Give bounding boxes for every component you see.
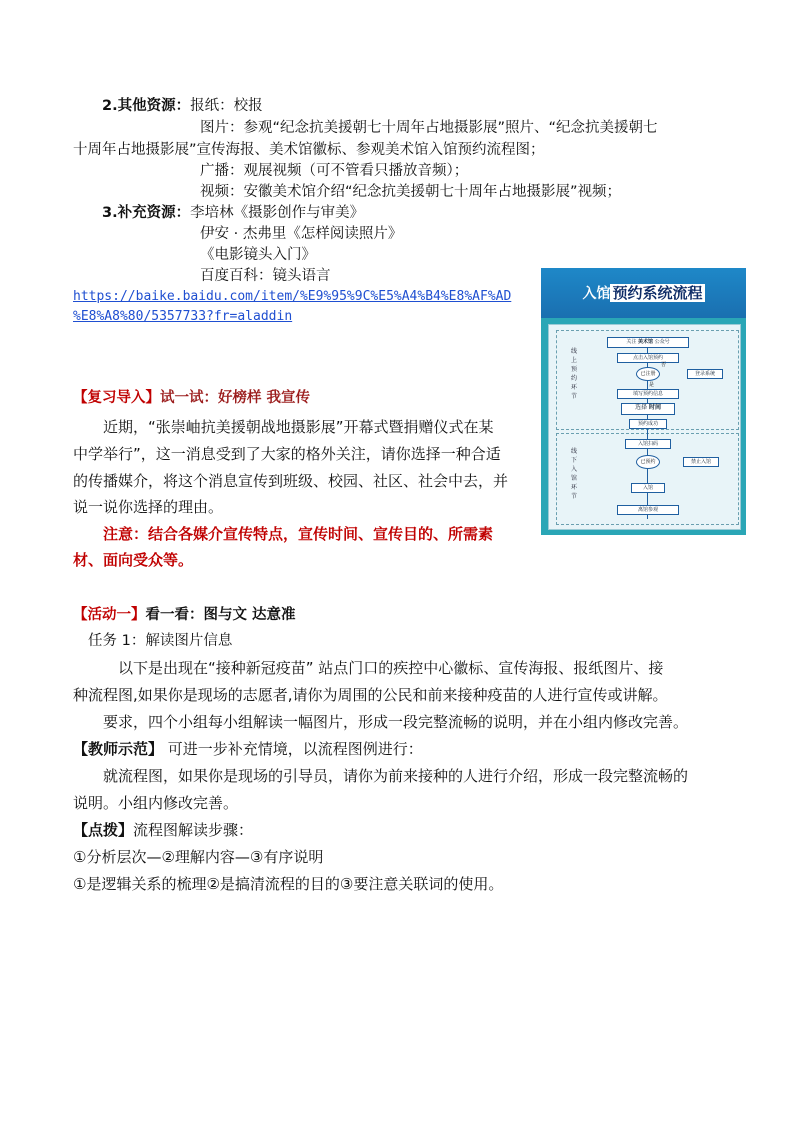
activity-paragraph1-line2: 种流程图,如果你是现场的志愿者,请你为周围的公民和前来接种疫苗的人进行宣传或讲解。	[73, 686, 668, 704]
flowchart-title-a: 入馆	[582, 286, 611, 302]
node-leave: 离馆参观	[617, 505, 679, 515]
review-paragraph-line4: 说一说你选择的理由。	[73, 498, 224, 516]
activity-title: 看一看：图与文 达意准	[145, 607, 296, 623]
baike-link-line2[interactable]: %E8%A8%80/5357733?fr=aladdin	[73, 309, 293, 324]
review-note-line2: 材、面向受众等。	[73, 551, 194, 569]
review-paragraph-line2: 中学举行”，这一消息受到了大家的格外关注，请你选择一种合适	[73, 445, 501, 463]
baike-link-line1[interactable]: https://baike.baidu.com/item/%E9%95%9C%E5%A4%B4%E8%AF%AD	[73, 289, 512, 304]
activity-tag: 【活动一】	[73, 607, 146, 623]
node-fill-info: 填写预约信息	[617, 389, 679, 399]
reading-steps: ①分析层次—②理解内容—③有序说明	[73, 848, 324, 866]
activity-paragraph3-line2: 说明。小组内修改完善。	[73, 794, 239, 812]
video-resource: 视频：安徽美术馆介绍“纪念抗美援朝七十周年占地摄影展”视频；	[200, 184, 622, 200]
decision-reserved: 已预约	[636, 455, 660, 469]
node-follow-c: 公众号	[654, 339, 670, 345]
node-deny-entry: 禁止入馆	[683, 457, 719, 467]
activity-paragraph1-line1: 以下是出现在“接种新冠疫苗” 站点门口的疾控中心徽标、宣传海报、报纸图片、接	[118, 659, 664, 677]
supplementary-item-1: 李培林《摄影创作与审美》	[190, 205, 365, 221]
label-yes-1: 是	[649, 382, 655, 388]
activity-heading	[73, 605, 296, 625]
node-follow-a: 关注	[626, 339, 637, 345]
newspaper-resource: 报纸：校报	[190, 98, 263, 114]
supplementary-item-4: 百度百科：镜头语言	[200, 268, 331, 284]
review-paragraph-line3: 的传播媒介，将这个消息宣传到班级、校园、社区、社会中去，并	[73, 472, 509, 490]
supplementary-item-3: 《电影镜头入门》	[200, 247, 316, 263]
node-reserve-success: 预约成功	[629, 419, 667, 429]
decision-registered: 已注册	[636, 367, 660, 381]
picture-resource-line1: 图片：参观“纪念抗美援朝七十周年占地摄影展”照片、“纪念抗美援朝七	[200, 120, 658, 136]
task1-label: 任务 1：解读图片信息	[88, 633, 233, 649]
node-choose: 选择	[635, 404, 648, 411]
teacher-demo-line	[73, 738, 423, 760]
node-follow-b: 美术馆	[637, 339, 653, 345]
broadcast-resource: 广播：观展视频（可不管看只播放音频）；	[200, 163, 469, 179]
node-time: 时间	[648, 404, 661, 411]
review-paragraph-line1: 近期，“张崇岫抗美援朝战地摄影展”开幕式暨捐赠仪式在某	[103, 418, 494, 436]
node-login: 登录系统	[687, 369, 723, 379]
tip-text: 流程图解读步骤：	[133, 821, 254, 839]
review-title: 试一试：好榜样 我宣传	[160, 390, 311, 406]
teacher-demo-tag: 【教师示范】	[73, 740, 164, 758]
activity-requirement: 要求，四个小组每小组解读一幅图片，形成一段完整流畅的说明，并在小组内修改完善。	[103, 713, 689, 731]
teacher-demo-text: 可进一步补充情境，以流程图例进行：	[167, 740, 423, 758]
review-heading	[73, 388, 310, 408]
node-enter: 入馆	[631, 483, 665, 493]
tip-tag: 【点拨】	[73, 821, 134, 839]
offline-label: 线下入馆环节	[570, 448, 577, 500]
label-no-1: 否	[661, 362, 667, 368]
supplementary-item-2: 伊安 · 杰弗里《怎样阅读照片》	[200, 226, 403, 242]
other-resources-line	[102, 96, 263, 116]
tip-line	[73, 819, 253, 841]
museum-reservation-flowchart-image	[541, 268, 746, 535]
reading-points: ①是逻辑关系的梳理②是搞清流程的目的③要注意关联词的使用。	[73, 875, 504, 893]
activity-paragraph3-line1: 就流程图，如果你是现场的引导员，请你为前来接种的人进行介绍，形成一段完整流畅的	[103, 767, 689, 785]
node-scan-entry: 入馆扫码	[625, 439, 671, 449]
flowchart-panel	[548, 324, 741, 530]
review-note-line1: 注意：结合各媒介宣传特点，宣传时间、宣传目的、所需素	[103, 525, 494, 543]
review-tag: 【复习导入】	[73, 390, 160, 406]
online-label: 线上预约环节	[570, 348, 577, 400]
picture-resource-line2: 十周年占地摄影展”宣传海报、美术馆徽标、参观美术馆入馆预约流程图；	[73, 142, 545, 158]
node-choose-time	[621, 403, 675, 415]
node-click-reserve: 点击入馆预约	[617, 353, 679, 363]
supplementary-label: 3.补充资源：	[102, 205, 191, 221]
flowchart-title-b: 预约系统流程	[612, 284, 703, 302]
other-resources-label: 2.其他资源：	[102, 98, 191, 114]
node-follow	[607, 337, 689, 348]
supplementary-resources-line	[102, 203, 364, 223]
flowchart-title	[541, 282, 746, 303]
